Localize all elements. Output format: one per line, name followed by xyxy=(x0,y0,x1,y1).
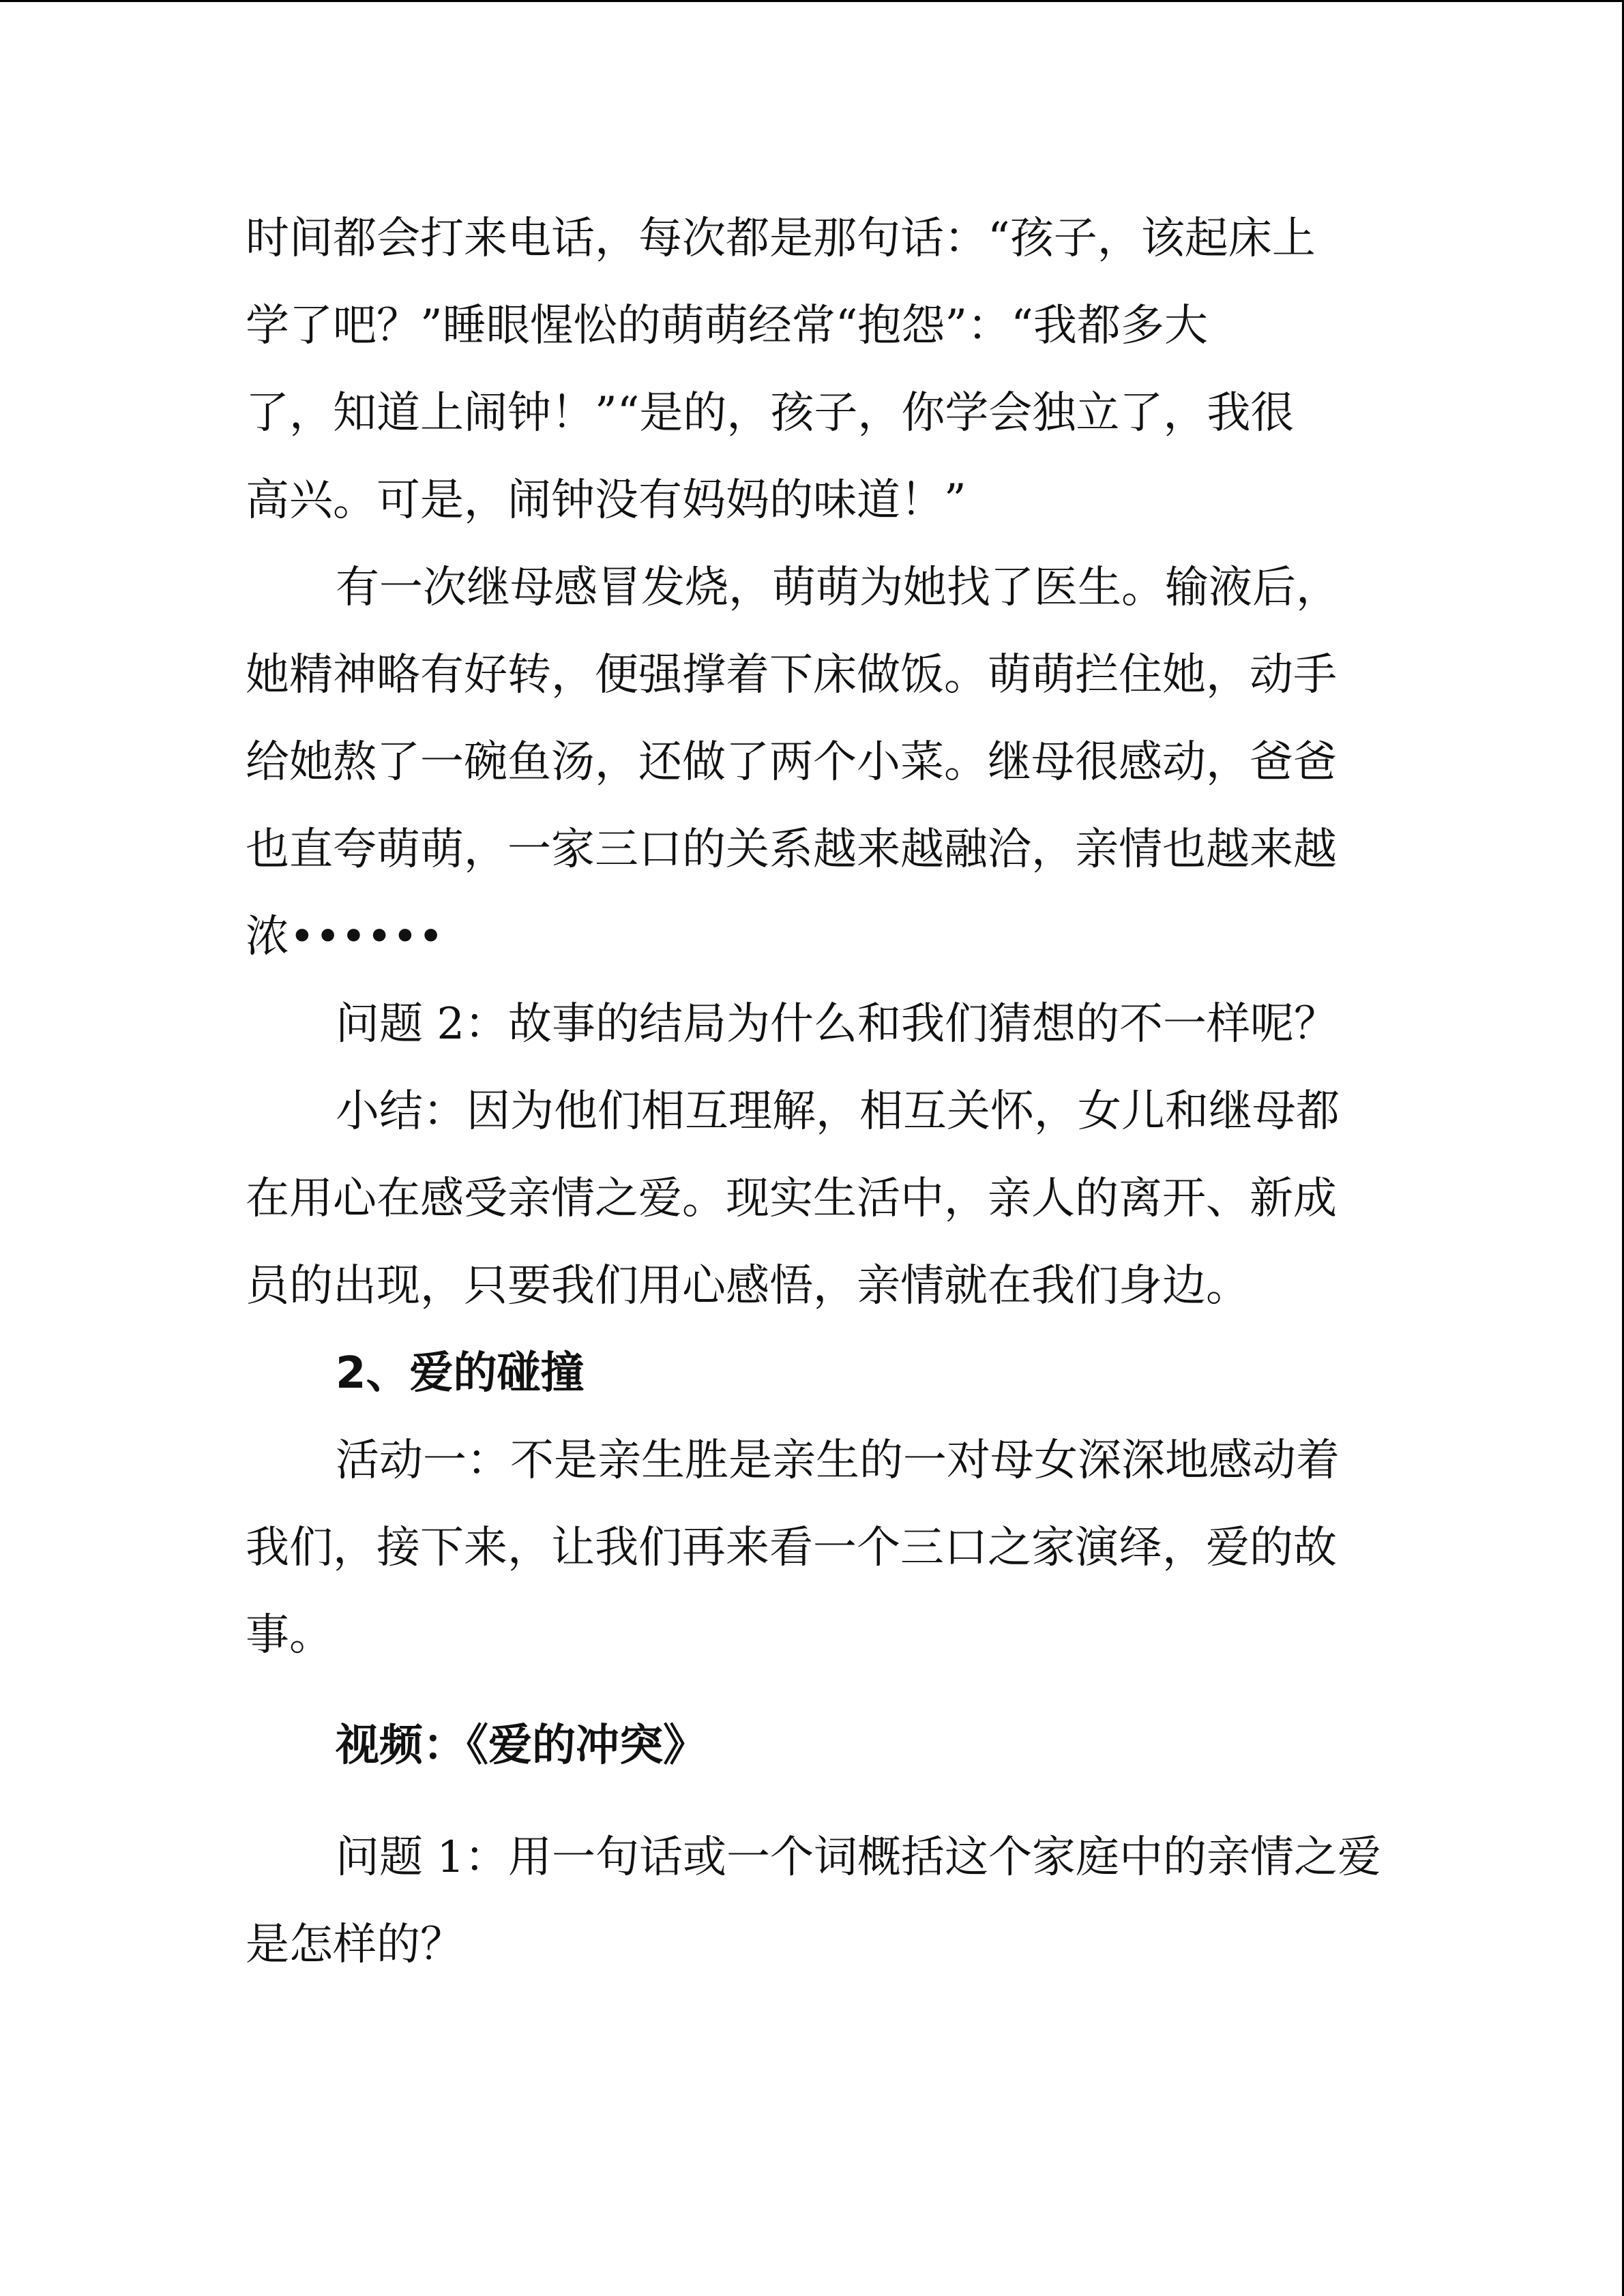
text-line: 浓•••••• xyxy=(246,912,444,962)
section-heading: 2、爱的碰撞 xyxy=(336,1348,585,1399)
activity-line: 事。 xyxy=(246,1610,333,1660)
text-line: 也直夸萌萌，一家三口的关系越来越融洽，亲情也越来越 xyxy=(246,824,1337,875)
text-line: 她精神略有好转，便强撑着下床做饭。萌萌拦住她，动手 xyxy=(246,650,1337,700)
text-line: 了，知道上闹钟！”“是的，孩子，你学会独立了，我很 xyxy=(246,388,1295,438)
activity-line: 我们，接下来，让我们再来看一个三口之家演绎，爱的故 xyxy=(246,1523,1337,1573)
activity-line: 活动一：不是亲生胜是亲生的一对母女深深地感动着 xyxy=(336,1435,1340,1486)
text-line: 学了吧？”睡眼惺忪的萌萌经常“抱怨”：“我都多大 xyxy=(246,301,1208,351)
text-line: 时间都会打来电话，每次都是那句话：“孩子，该起床上 xyxy=(246,213,1316,264)
text-line: 给她熬了一碗鱼汤，还做了两个小菜。继母很感动，爸爸 xyxy=(246,737,1337,788)
summary-line: 小结：因为他们相互理解，相互关怀，女儿和继母都 xyxy=(336,1086,1340,1137)
question-line: 是怎样的？ xyxy=(246,1920,464,1970)
question-line: 问题 1：用一句话或一个词概括这个家庭中的亲情之爱 xyxy=(336,1832,1382,1883)
text-line: 有一次继母感冒发烧，萌萌为她找了医生。输液后， xyxy=(336,563,1340,613)
text-line: 高兴。可是，闹钟没有妈妈的味道！” xyxy=(246,475,966,526)
summary-line: 员的出现，只要我们用心感悟，亲情就在我们身边。 xyxy=(246,1261,1250,1311)
question-line: 问题 2：故事的结局为什么和我们猜想的不一样呢？ xyxy=(336,999,1338,1049)
summary-line: 在用心在感受亲情之爱。现实生活中，亲人的离开、新成 xyxy=(246,1174,1337,1224)
video-heading: 视频：《爱的冲突》 xyxy=(336,1720,707,1771)
